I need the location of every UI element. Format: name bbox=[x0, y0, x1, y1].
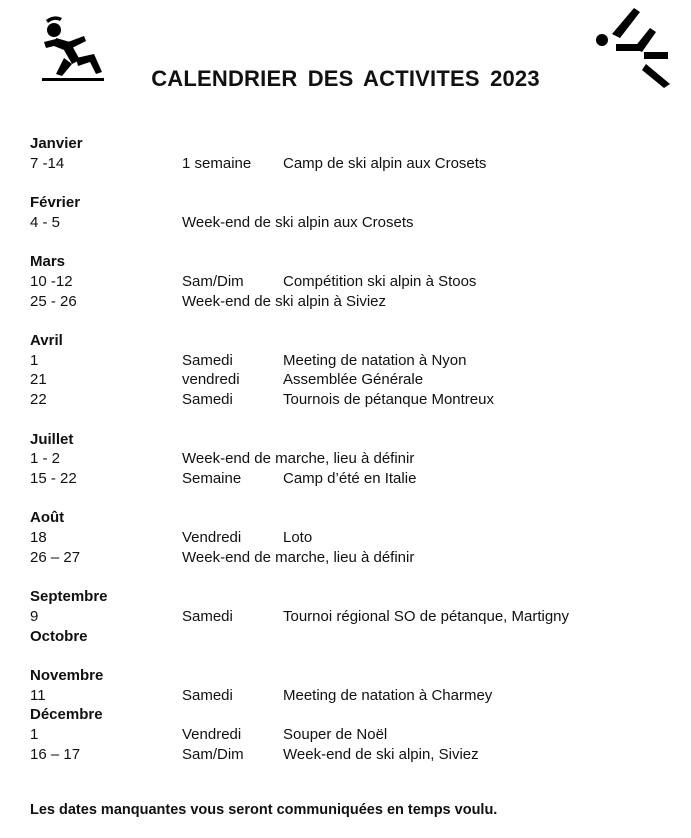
calendar-entry bbox=[30, 469, 670, 489]
calendar-entry bbox=[30, 351, 670, 371]
entry-activity: Meeting de natation à Nyon bbox=[283, 351, 467, 369]
entry-date: 1 bbox=[30, 351, 39, 369]
footer-note: Les dates manquantes vous seront communiquées en temps voulu. bbox=[30, 802, 498, 818]
entry-date: 11 bbox=[30, 686, 46, 704]
month-heading: Décembre bbox=[30, 706, 103, 724]
entry-date: 4 - 5 bbox=[30, 213, 61, 231]
calendar-entry bbox=[30, 725, 670, 745]
calendar-entry bbox=[30, 370, 670, 390]
entry-activity: Meeting de natation à Charmey bbox=[283, 686, 493, 704]
calendar-entry bbox=[30, 745, 670, 765]
entry-date: 10 -12 bbox=[30, 272, 73, 290]
calendar-entry bbox=[30, 548, 670, 568]
entry-day: Samedi bbox=[182, 391, 233, 409]
entry-date: 16 – 17 bbox=[30, 745, 81, 763]
calendar-entry bbox=[30, 607, 670, 627]
entry-activity: Souper de Noël bbox=[283, 726, 388, 743]
entry-activity: Tournois de pétanque Montreux bbox=[283, 391, 494, 409]
month-heading: Août bbox=[30, 509, 65, 527]
entry-activity: Compétition ski alpin à Stoos bbox=[283, 272, 477, 290]
entry-day: vendredi bbox=[182, 371, 240, 389]
entry-day: Samedi bbox=[182, 607, 233, 625]
entry-activity: Week-end de ski alpin à Siviez bbox=[182, 292, 386, 310]
entry-date: 9 bbox=[30, 607, 39, 625]
entry-date: 7 -14 bbox=[30, 154, 65, 172]
calendar-entry bbox=[30, 686, 670, 706]
entry-day: Semaine bbox=[182, 469, 242, 487]
entry-date: 25 - 26 bbox=[30, 292, 77, 310]
month-heading: Juillet bbox=[30, 430, 74, 448]
entry-activity: Assemblée Générale bbox=[283, 371, 424, 389]
entry-date: 22 bbox=[30, 391, 47, 409]
entry-day: Sam/Dim bbox=[182, 272, 244, 290]
entry-date: 21 bbox=[30, 371, 47, 389]
entry-activity: Week-end de marche, lieu à définir bbox=[182, 450, 415, 468]
calendar-entry bbox=[30, 292, 670, 312]
calendar-entry bbox=[30, 272, 670, 292]
entry-activity: Week-end de marche, lieu à définir bbox=[182, 548, 415, 566]
entry-date: 1 bbox=[30, 726, 39, 743]
page-title: CALENDRIER DES ACTIVITES 2023 bbox=[151, 66, 540, 91]
month-heading: Septembre bbox=[30, 588, 108, 606]
month-heading: Avril bbox=[30, 332, 63, 349]
entry-date: 26 – 27 bbox=[30, 548, 81, 566]
month-heading: Février bbox=[30, 194, 81, 212]
entry-activity: Tournoi régional SO de pétanque, Martigny bbox=[283, 607, 570, 625]
calendar-entry bbox=[30, 154, 670, 174]
month-heading: Mars bbox=[30, 253, 66, 271]
entry-day: Vendredi bbox=[182, 529, 242, 546]
entry-activity: Week-end de ski alpin, Siviez bbox=[283, 745, 479, 763]
entry-activity: Camp de ski alpin aux Crosets bbox=[283, 154, 487, 172]
month-heading: Novembre bbox=[30, 666, 104, 684]
entry-date: 1 - 2 bbox=[30, 450, 61, 468]
entry-date: 15 - 22 bbox=[30, 469, 77, 487]
calendar-entry bbox=[30, 528, 670, 548]
entry-day: Samedi bbox=[182, 351, 233, 369]
entry-day: 1 semaine bbox=[182, 154, 252, 172]
entry-activity: Week-end de ski alpin aux Crosets bbox=[182, 213, 414, 231]
entry-day: Samedi bbox=[182, 686, 233, 704]
month-heading: Janvier bbox=[30, 135, 83, 152]
calendar-entry bbox=[30, 213, 670, 233]
entry-activity: Loto bbox=[283, 529, 313, 546]
calendar-entry bbox=[30, 390, 670, 410]
entry-activity: Camp d’été en Italie bbox=[283, 469, 417, 487]
entry-date: 18 bbox=[30, 529, 47, 546]
month-heading: Octobre bbox=[30, 627, 88, 645]
entry-day: Sam/Dim bbox=[182, 745, 244, 763]
calendar-entry bbox=[30, 449, 670, 469]
entry-day: Vendredi bbox=[182, 726, 242, 743]
